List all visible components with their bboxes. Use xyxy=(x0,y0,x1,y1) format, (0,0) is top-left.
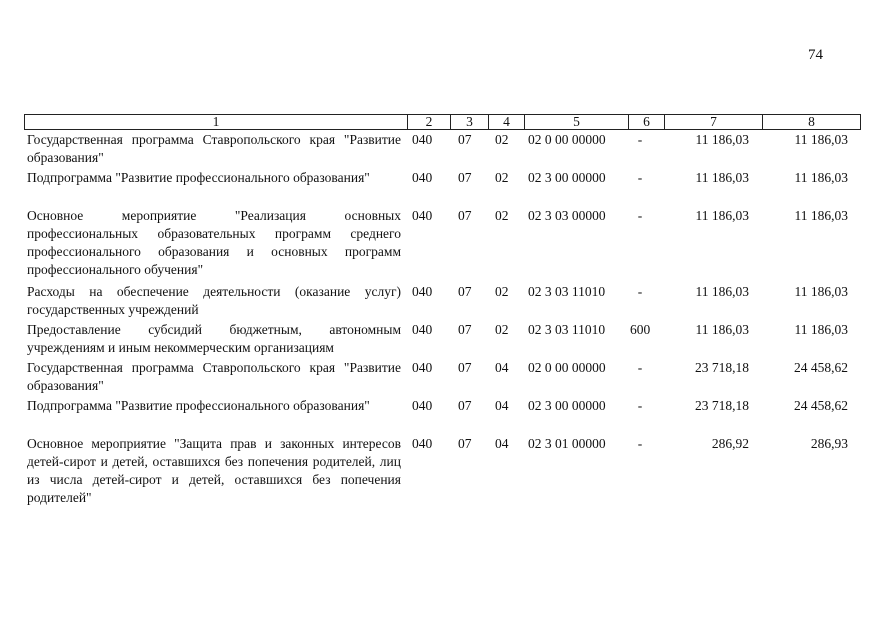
row-code-section: 07 xyxy=(458,208,472,223)
row-amount-year2: 11 186,03 xyxy=(794,170,848,185)
column-header-8: 8 xyxy=(763,115,861,130)
table-body xyxy=(24,131,851,511)
row-code-ministry: 040 xyxy=(412,170,433,185)
row-amount-year1: 286,92 xyxy=(711,436,749,451)
row-code-section: 07 xyxy=(458,436,472,451)
row-description: Подпрограмма "Развитие профессионального образования" xyxy=(27,170,370,185)
row-amount-year1: 23 718,18 xyxy=(695,398,749,413)
column-header-table xyxy=(24,114,861,130)
row-code-ministry: 040 xyxy=(412,284,433,299)
row-amount-year1: 11 186,03 xyxy=(695,208,749,223)
row-amount-year2: 24 458,62 xyxy=(794,360,848,375)
page-number: 74 xyxy=(808,47,823,63)
table-row xyxy=(24,207,851,283)
row-code-ministry: 040 xyxy=(412,132,433,147)
row-code-ministry: 040 xyxy=(412,436,433,451)
row-code-ministry: 040 xyxy=(412,208,433,223)
row-code-target: 02 3 00 00000 xyxy=(528,170,606,185)
column-header-row xyxy=(25,115,861,130)
row-code-subsection: 02 xyxy=(495,170,509,185)
table-row xyxy=(24,321,851,359)
row-code-subsection: 04 xyxy=(495,436,509,451)
row-code-section: 07 xyxy=(458,284,472,299)
row-code-subsection: 02 xyxy=(495,132,509,147)
column-header-7: 7 xyxy=(665,115,763,130)
row-amount-year2: 24 458,62 xyxy=(794,398,848,413)
row-code-target: 02 3 00 00000 xyxy=(528,398,606,413)
row-code-target: 02 0 00 00000 xyxy=(528,360,606,375)
column-header-5: 5 xyxy=(525,115,629,130)
column-header-6: 6 xyxy=(629,115,665,130)
row-amount-year1: 11 186,03 xyxy=(695,284,749,299)
row-description: Предоставление субсидий бюджетным, автономным учреждениям и иным некоммерческим организациям xyxy=(27,322,401,355)
row-description: Государственная программа Ставропольского края "Развитие образования" xyxy=(27,132,401,165)
table-row xyxy=(24,169,851,207)
row-code-section: 07 xyxy=(458,398,472,413)
column-header-2: 2 xyxy=(408,115,451,130)
row-code-expense-type: - xyxy=(637,436,643,451)
row-code-target: 02 0 00 00000 xyxy=(528,132,606,147)
row-amount-year2: 11 186,03 xyxy=(794,284,848,299)
row-code-subsection: 02 xyxy=(495,284,509,299)
row-code-ministry: 040 xyxy=(412,322,433,337)
table-row xyxy=(24,397,851,435)
table-row xyxy=(24,435,851,511)
row-code-target: 02 3 03 00000 xyxy=(528,208,606,223)
column-header-1: 1 xyxy=(25,115,408,130)
row-code-expense-type: - xyxy=(637,170,643,185)
row-code-expense-type: - xyxy=(637,284,643,299)
row-code-section: 07 xyxy=(458,170,472,185)
row-code-expense-type: - xyxy=(637,360,643,375)
row-code-subsection: 02 xyxy=(495,322,509,337)
row-code-expense-type: - xyxy=(637,132,643,147)
row-amount-year1: 11 186,03 xyxy=(695,322,749,337)
table-row xyxy=(24,283,851,321)
row-code-expense-type: 600 xyxy=(630,322,651,337)
column-header-3: 3 xyxy=(451,115,489,130)
row-code-section: 07 xyxy=(458,132,472,147)
row-amount-year1: 11 186,03 xyxy=(695,132,749,147)
row-code-ministry: 040 xyxy=(412,398,433,413)
row-amount-year2: 11 186,03 xyxy=(794,322,848,337)
table-row xyxy=(24,131,851,169)
row-amount-year2: 11 186,03 xyxy=(794,132,848,147)
row-amount-year2: 11 186,03 xyxy=(794,208,848,223)
row-amount-year1: 11 186,03 xyxy=(695,170,749,185)
row-description: Основное мероприятие "Защита прав и законных интересов детей-сирот и детей, оставшихся без попечения родителей, лиц из числа детей-сирот и детей, оставшихся без попечения родителей" xyxy=(27,436,401,505)
row-code-subsection: 04 xyxy=(495,398,509,413)
row-description: Основное мероприятие "Реализация основных профессиональных образовательных программ среднего профессионального образования и основных программ профессионального обучения" xyxy=(27,208,401,277)
row-description: Государственная программа Ставропольского края "Развитие образования" xyxy=(27,360,401,393)
row-code-expense-type: - xyxy=(637,398,643,413)
row-code-target: 02 3 03 11010 xyxy=(528,284,606,299)
row-code-subsection: 04 xyxy=(495,360,509,375)
row-description: Расходы на обеспечение деятельности (оказание услуг) государственных учреждений xyxy=(27,284,401,317)
row-code-section: 07 xyxy=(458,322,472,337)
row-code-ministry: 040 xyxy=(412,360,433,375)
row-amount-year1: 23 718,18 xyxy=(695,360,749,375)
row-amount-year2: 286,93 xyxy=(810,436,848,451)
row-code-target: 02 3 03 11010 xyxy=(528,322,606,337)
column-header-4: 4 xyxy=(489,115,525,130)
row-code-section: 07 xyxy=(458,360,472,375)
row-description: Подпрограмма "Развитие профессионального образования" xyxy=(27,398,370,413)
row-code-subsection: 02 xyxy=(495,208,509,223)
table-row xyxy=(24,359,851,397)
row-code-expense-type: - xyxy=(637,208,643,223)
row-code-target: 02 3 01 00000 xyxy=(528,436,606,451)
